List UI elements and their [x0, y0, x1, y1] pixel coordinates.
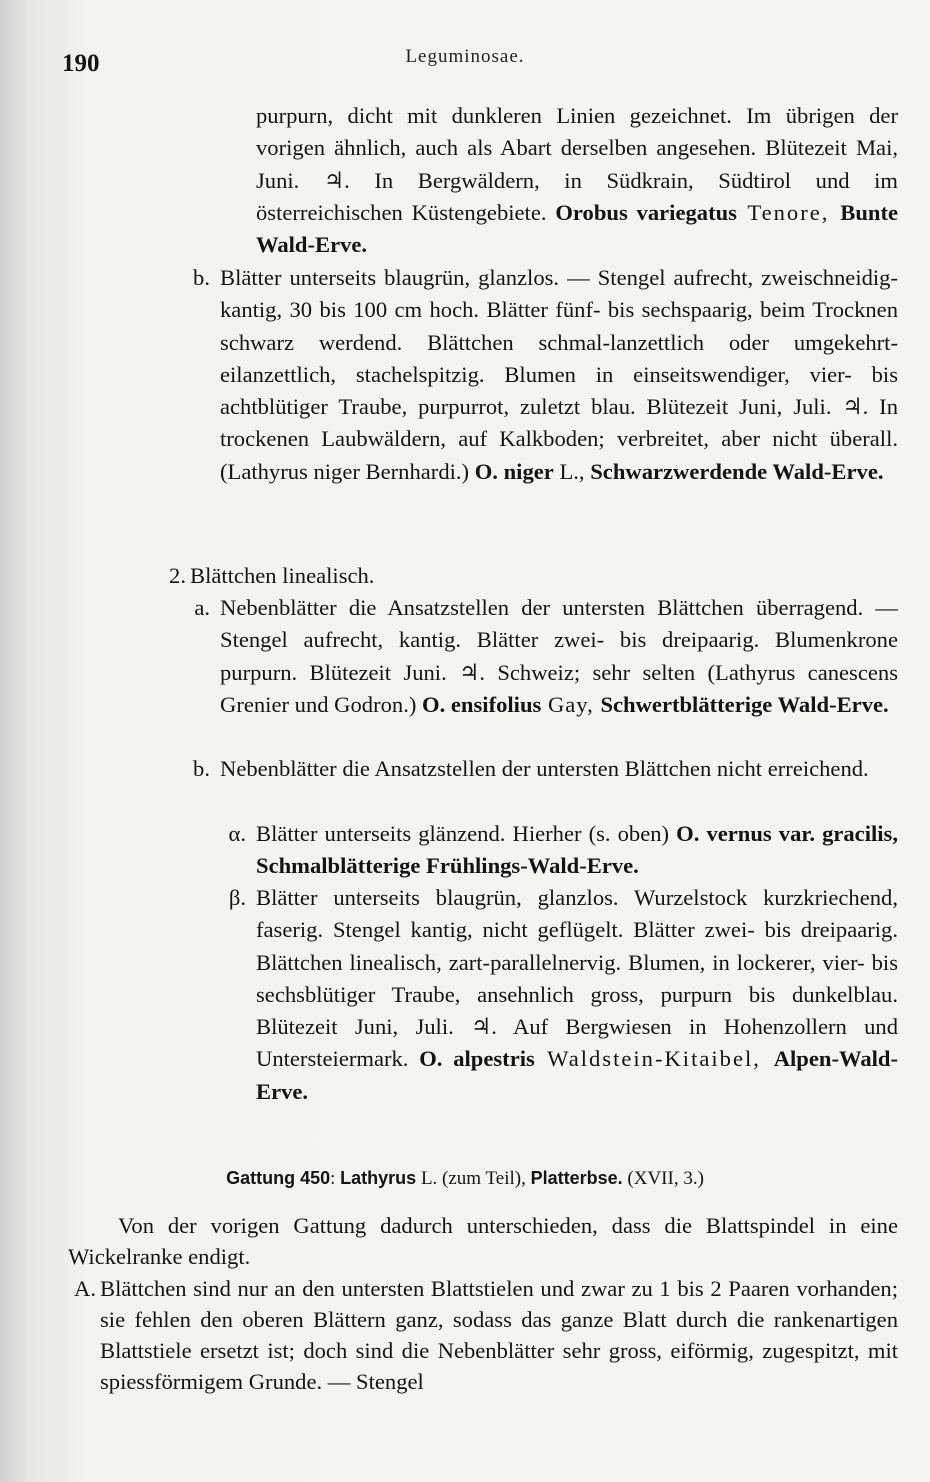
genus-label: Gattung 450: [226, 1168, 331, 1188]
entry-label: a.: [194, 595, 210, 620]
running-head: Leguminosae.: [405, 46, 525, 67]
species-name: O. vernus var. gracilis, Schmalblätterige Frühlings-Wald-Erve.: [256, 821, 898, 879]
entry-text: Blätter unterseits blaugrün, glanzlos. Wurzelstock kurzkriechend, faserig. Stengel kantig, nicht geflügelt. Blätter zwei- bis dreipaarig. Blättchen linealisch, zart-parallelnervig. Blumen, in lockerer, vier- bis sechsblütiger Traube, ansehnlich gross, purpurn bis dunkelblau. Blütezeit Juni, Juli. ♃. Auf Bergwiesen in Hohenzollern und Untersteiermark.: [256, 885, 898, 1072]
common-name: Schwertblätterige Wald-Erve.: [600, 691, 889, 717]
entry-text: Nebenblätter die Ansatzstellen der untersten Blättchen überragend. — Stengel aufrecht, kantig. Blätter zwei- bis dreipaarig. Blumenkrone purpurn. Blütezeit Juni. ♃. Schweiz; sehr selten (Lathyrus canescens Grenier und Godron.): [220, 595, 898, 717]
species-author: Tenore,: [736, 199, 841, 225]
species-name: Orobus variegatus: [555, 199, 737, 225]
entry-label: α.: [228, 821, 246, 846]
entry-text: Blättchen linealisch.: [190, 563, 375, 588]
entry-label: β.: [228, 885, 246, 910]
entry-label: A.: [74, 1276, 96, 1301]
genus-intro: [68, 1210, 898, 1272]
entry-ensifolius: [220, 592, 898, 721]
species-name: O. ensifolius: [422, 691, 542, 717]
genus-author: L. (zum Teil),: [416, 1168, 531, 1189]
entry-alpha: [256, 818, 898, 883]
entry-label: b.: [193, 756, 210, 781]
genus-heading: [0, 1168, 930, 1190]
entry-b2: [220, 753, 898, 785]
entry-label: 2.: [169, 563, 186, 588]
species-author: Waldstein-Kitaibel,: [534, 1046, 774, 1072]
species-name: O. alpestris: [419, 1046, 535, 1072]
common-name: Schwarzwerdende Wald-Erve.: [590, 458, 884, 484]
entry-niger: [220, 262, 898, 488]
common-name: Bunte Wald-Erve.: [256, 199, 899, 258]
entry-alpestris: [256, 882, 898, 1108]
entry-text: purpurn, dicht mit dunkleren Linien gezeichnet. Im übrigen der vorigen ähnlich, auch als Abart derselben angesehen. Blütezeit Mai, Juni. ♃. In Bergwäldern, in Südkrain, Südtirol und im österreichischen Küstengebiete.: [256, 103, 898, 225]
page-header: [0, 38, 930, 78]
genus-common-name: Platterbse.: [530, 1168, 623, 1188]
common-name: Alpen-Wald-Erve.: [256, 1046, 898, 1104]
species-author: L.,: [553, 458, 591, 484]
entry-continuation: [256, 100, 898, 261]
genus-separator: :: [330, 1168, 341, 1189]
entry-text: Blätter unterseits glänzend. Hierher (s. oben): [256, 821, 677, 846]
entry-text: Blättchen sind nur an den untersten Blattstielen und zwar zu 1 bis 2 Paaren vorhanden; sie fehlen den oberen Blättern ganz, sodass das ganze Blatt durch die rankenartigen Blattstiele ersetzt ist; doch sind die Nebenblätter sehr gross, eiförmig, zugespitzt, mit spiessförmigem Grunde. — Stengel: [100, 1276, 898, 1394]
entry-2: [190, 560, 890, 592]
entry-text: Blätter unterseits blaugrün, glanzlos. — Stengel aufrecht, zweischneidig-kantig, 30 bis 100 cm hoch. Blätter fünf- bis sechspaarig, beim Trocknen schwarz werdend. Blättchen schmal-lanzettlich oder umgekehrt-eilanzettlich, stachelspitzig. Blumen in einseitswendiger, vier- bis achtblütiger Traube, purpurrot, zuletzt blau. Blütezeit Juni, Juli. ♃. In trockenen Laubwäldern, auf Kalkboden; verbreitet, aber nicht überall. (Lathyrus niger Bernhardi.): [220, 265, 898, 484]
species-name: O. niger: [474, 458, 554, 484]
genus-name: Lathyrus: [340, 1168, 417, 1188]
intro-text: Von der vorigen Gattung dadurch unterschieden, dass die Blattspindel in eine Wickelranke endigt.: [68, 1213, 898, 1269]
entry-text: Nebenblätter die Ansatzstellen der untersten Blättchen nicht erreichend.: [220, 756, 869, 781]
genus-reference: (XVII, 3.): [622, 1168, 704, 1189]
species-author: Gay,: [541, 691, 601, 717]
entry-label: b.: [193, 265, 210, 290]
entry-A: [100, 1273, 898, 1397]
page-number: 190: [62, 50, 100, 77]
